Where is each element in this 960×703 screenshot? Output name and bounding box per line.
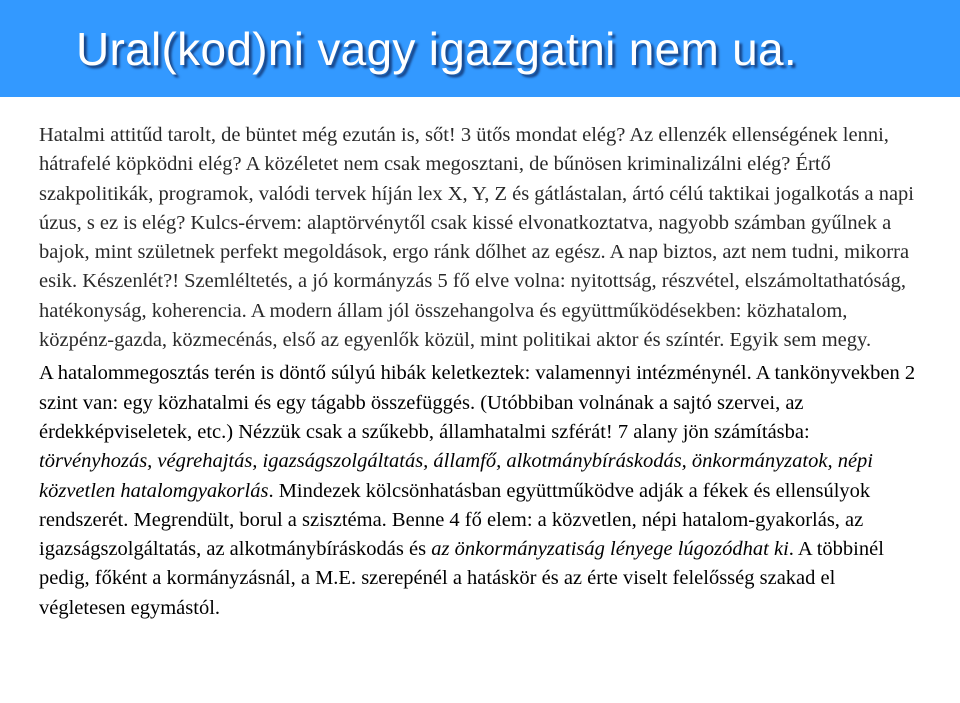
emphasized-phrase: az önkormányzatiság lényege lúgozódhat ki xyxy=(431,538,789,561)
paragraph-text: Hatalmi attitűd tarolt, de büntet még ezután is, sőt! 3 ütős mondat elég? Az ellenzék ellenségének lenni, hátrafelé köpködni elég? A közéletet nem csak megosztani, de bűnösen kriminalizálni elég? Értő szakpolitikák, programok, valódi tervek híján lex X, Y, Z és gátlástalan, ártó célú taktikai jogalkotás a napi úzus, s ez is elég? Kulcs-érvem: alaptörvénytől csak kissé elvonatkoztatva, nagyobb számban gyűlnek a bajok, mint születnek perfekt megoldások, ergo ránk dőlhet az egész. A nap biztos, azt nem tudni, mikorra esik. Készenlét?! Szemléltetés, a jó kormányzás 5 fő elve volna: nyitottság, részvétel, elszámoltathatóság, hatékonyság, koherencia. A modern állam jól összehangolva és együttműködésekben: közhatalom, közpénz-gazda, közmecénás, első az egyenlők közül, mint politikai aktor és színtér. Egyik sem megy. xyxy=(39,124,914,352)
slide-title: Ural(kod)ni vagy igazgatni nem ua. xyxy=(76,23,797,75)
paragraph-text: . A többinél pedig, főként a kormányzásnál, a M.E. szerepénél a hatáskör és az érte viselt felelősség szakad el végletesen egymástól. xyxy=(39,538,884,619)
branches-of-power-list: törvényhozás, végrehajtás, igazságszolgáltatás, államfő, alkotmánybíráskodás, önkormányzatok, népi közvetlen hatalomgyakorlás xyxy=(39,450,873,502)
title-banner xyxy=(0,0,960,97)
paragraph-text: A hatalommegosztás terén is döntő súlyú hibák keletkeztek: valamennyi intézménynél. A tankönyvekben 2 szint van: egy közhatalmi és egy tágabb összefüggés. (Utóbbiban volnának a sajtó szervei, az érdekképviseletek, etc.) Nézzük csak a szűkebb, államhatalmi szférát! 7 alany jön számításba: xyxy=(39,362,916,443)
paragraph-2 xyxy=(39,359,919,623)
slide-body xyxy=(39,121,919,623)
paragraph-1 xyxy=(39,121,919,355)
paragraph-text: . Mindezek kölcsönhatásban együttműködve adják a fékek és ellensúlyok rendszerét. Megrendült, borul a szisztéma. Benne 4 fő elem: a közvetlen, népi hatalom-gyakorlás, az igazságszolgáltatás, az alkotmánybíráskodás és xyxy=(39,479,871,561)
